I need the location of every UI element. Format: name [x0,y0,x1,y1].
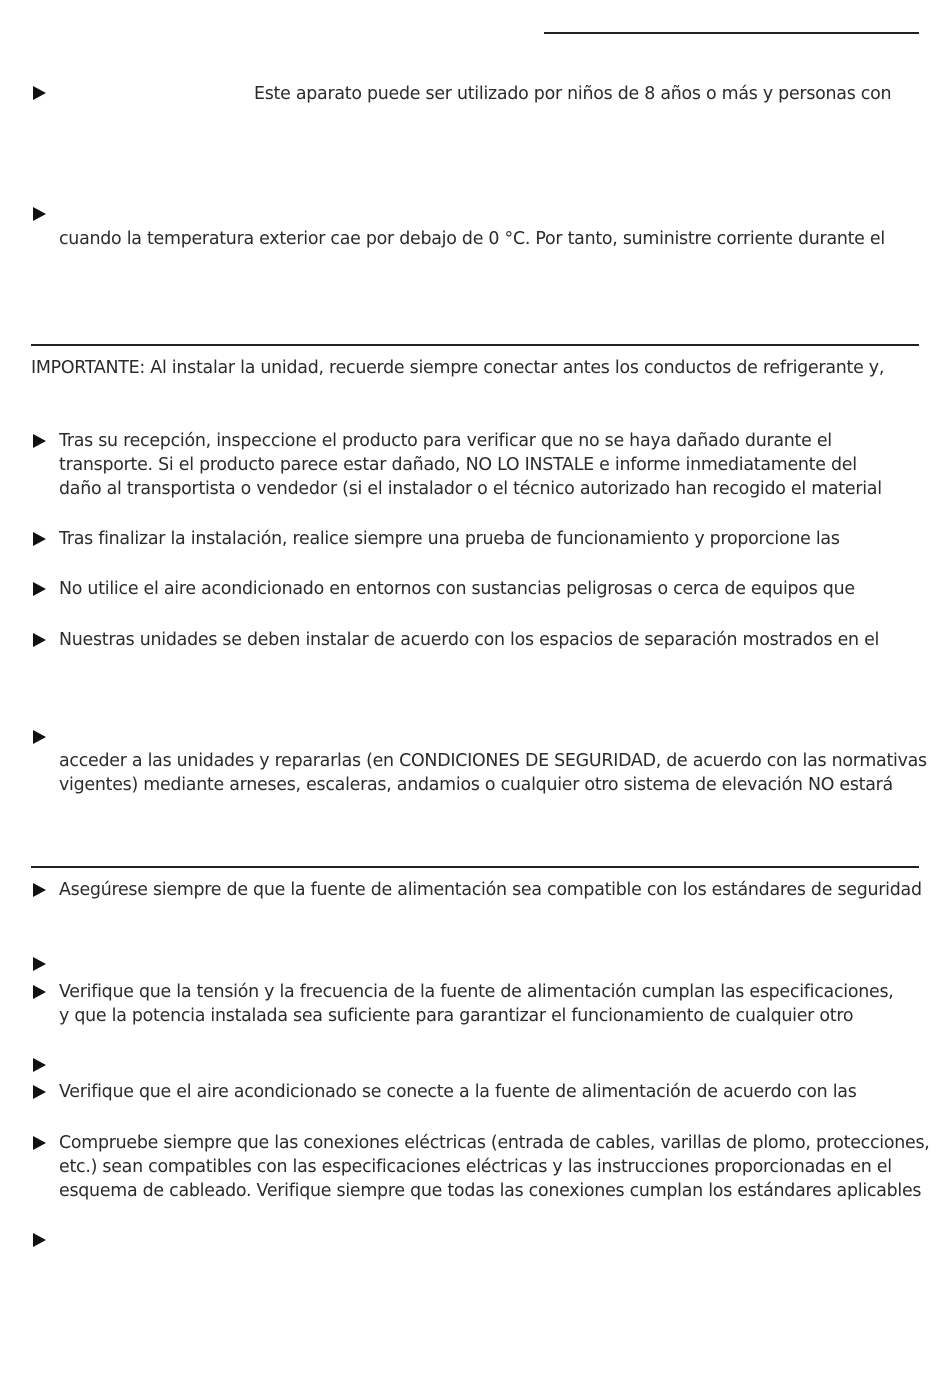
bullet-arrow-icon [33,730,46,744]
important-notice: IMPORTANTE: Al instalar la unidad, recuerde siempre conectar antes los conductos de refrigerante y, [31,358,885,378]
connection-text: Verifique que el aire acondicionado se conecte a la fuente de alimentación de acuerdo con las [59,1082,857,1102]
inspection-text-line: transporte. Si el producto parece estar dañado, NO LO INSTALE e informe inmediatamente del [59,455,857,475]
bullet-arrow-icon [33,86,46,100]
section-rule [31,344,919,346]
header-rule [544,32,919,34]
bullet-arrow-icon [33,434,46,448]
bullet-arrow-icon [33,207,46,221]
bullet-arrow-icon [33,1058,46,1072]
bullet-arrow-icon [33,532,46,546]
power-supply-text: Asegúrese siempre de que la fuente de alimentación sea compatible con los estándares de seguridad [59,880,922,900]
inspection-text-line: daño al transportista o vendedor (si el instalador o el técnico autorizado han recogido el material [59,479,882,499]
clearance-text: Nuestras unidades se deben instalar de acuerdo con los espacios de separación mostrados en el [59,630,880,650]
bullet-arrow-icon [33,883,46,897]
child-safety-text: Este aparato puede ser utilizado por niños de 8 años o más y personas con [254,84,892,104]
bullet-arrow-icon [33,1136,46,1150]
bullet-arrow-icon [33,633,46,647]
bullet-arrow-icon [33,1085,46,1099]
electrical-connections-text-line: esquema de cableado. Verifique siempre que todas las conexiones cumplan los estándares aplicables [59,1181,922,1201]
access-repair-text-line: acceder a las unidades y repararlas (en CONDICIONES DE SEGURIDAD, de acuerdo con las normativas [59,751,927,771]
bullet-arrow-icon [33,1233,46,1247]
bullet-arrow-icon [33,957,46,971]
test-run-text: Tras finalizar la instalación, realice siempre una prueba de funcionamiento y proporcione las [59,529,840,549]
electrical-connections-text-line: Compruebe siempre que las conexiones eléctricas (entrada de cables, varillas de plomo, protecciones, [59,1133,930,1153]
inspection-text-line: Tras su recepción, inspeccione el producto para verificar que no se haya dañado durante el [59,431,832,451]
access-repair-text-line: vigentes) mediante arneses, escaleras, andamios o cualquier otro sistema de elevación NO estará [59,775,893,795]
bullet-arrow-icon [33,582,46,596]
voltage-frequency-text-line: Verifique que la tensión y la frecuencia de la fuente de alimentación cumplan las especificaciones, [59,982,894,1002]
bullet-arrow-icon [33,985,46,999]
temperature-power-text: cuando la temperatura exterior cae por debajo de 0 °C. Por tanto, suministre corriente durante el [59,229,885,249]
electrical-connections-text-line: etc.) sean compatibles con las especificaciones eléctricas y las instrucciones proporcionadas en el [59,1157,892,1177]
section-rule [31,866,919,868]
hazardous-environment-text: No utilice el aire acondicionado en entornos con sustancias peligrosas o cerca de equipos que [59,579,855,599]
voltage-frequency-text-line: y que la potencia instalada sea suficiente para garantizar el funcionamiento de cualquier otro [59,1006,854,1026]
